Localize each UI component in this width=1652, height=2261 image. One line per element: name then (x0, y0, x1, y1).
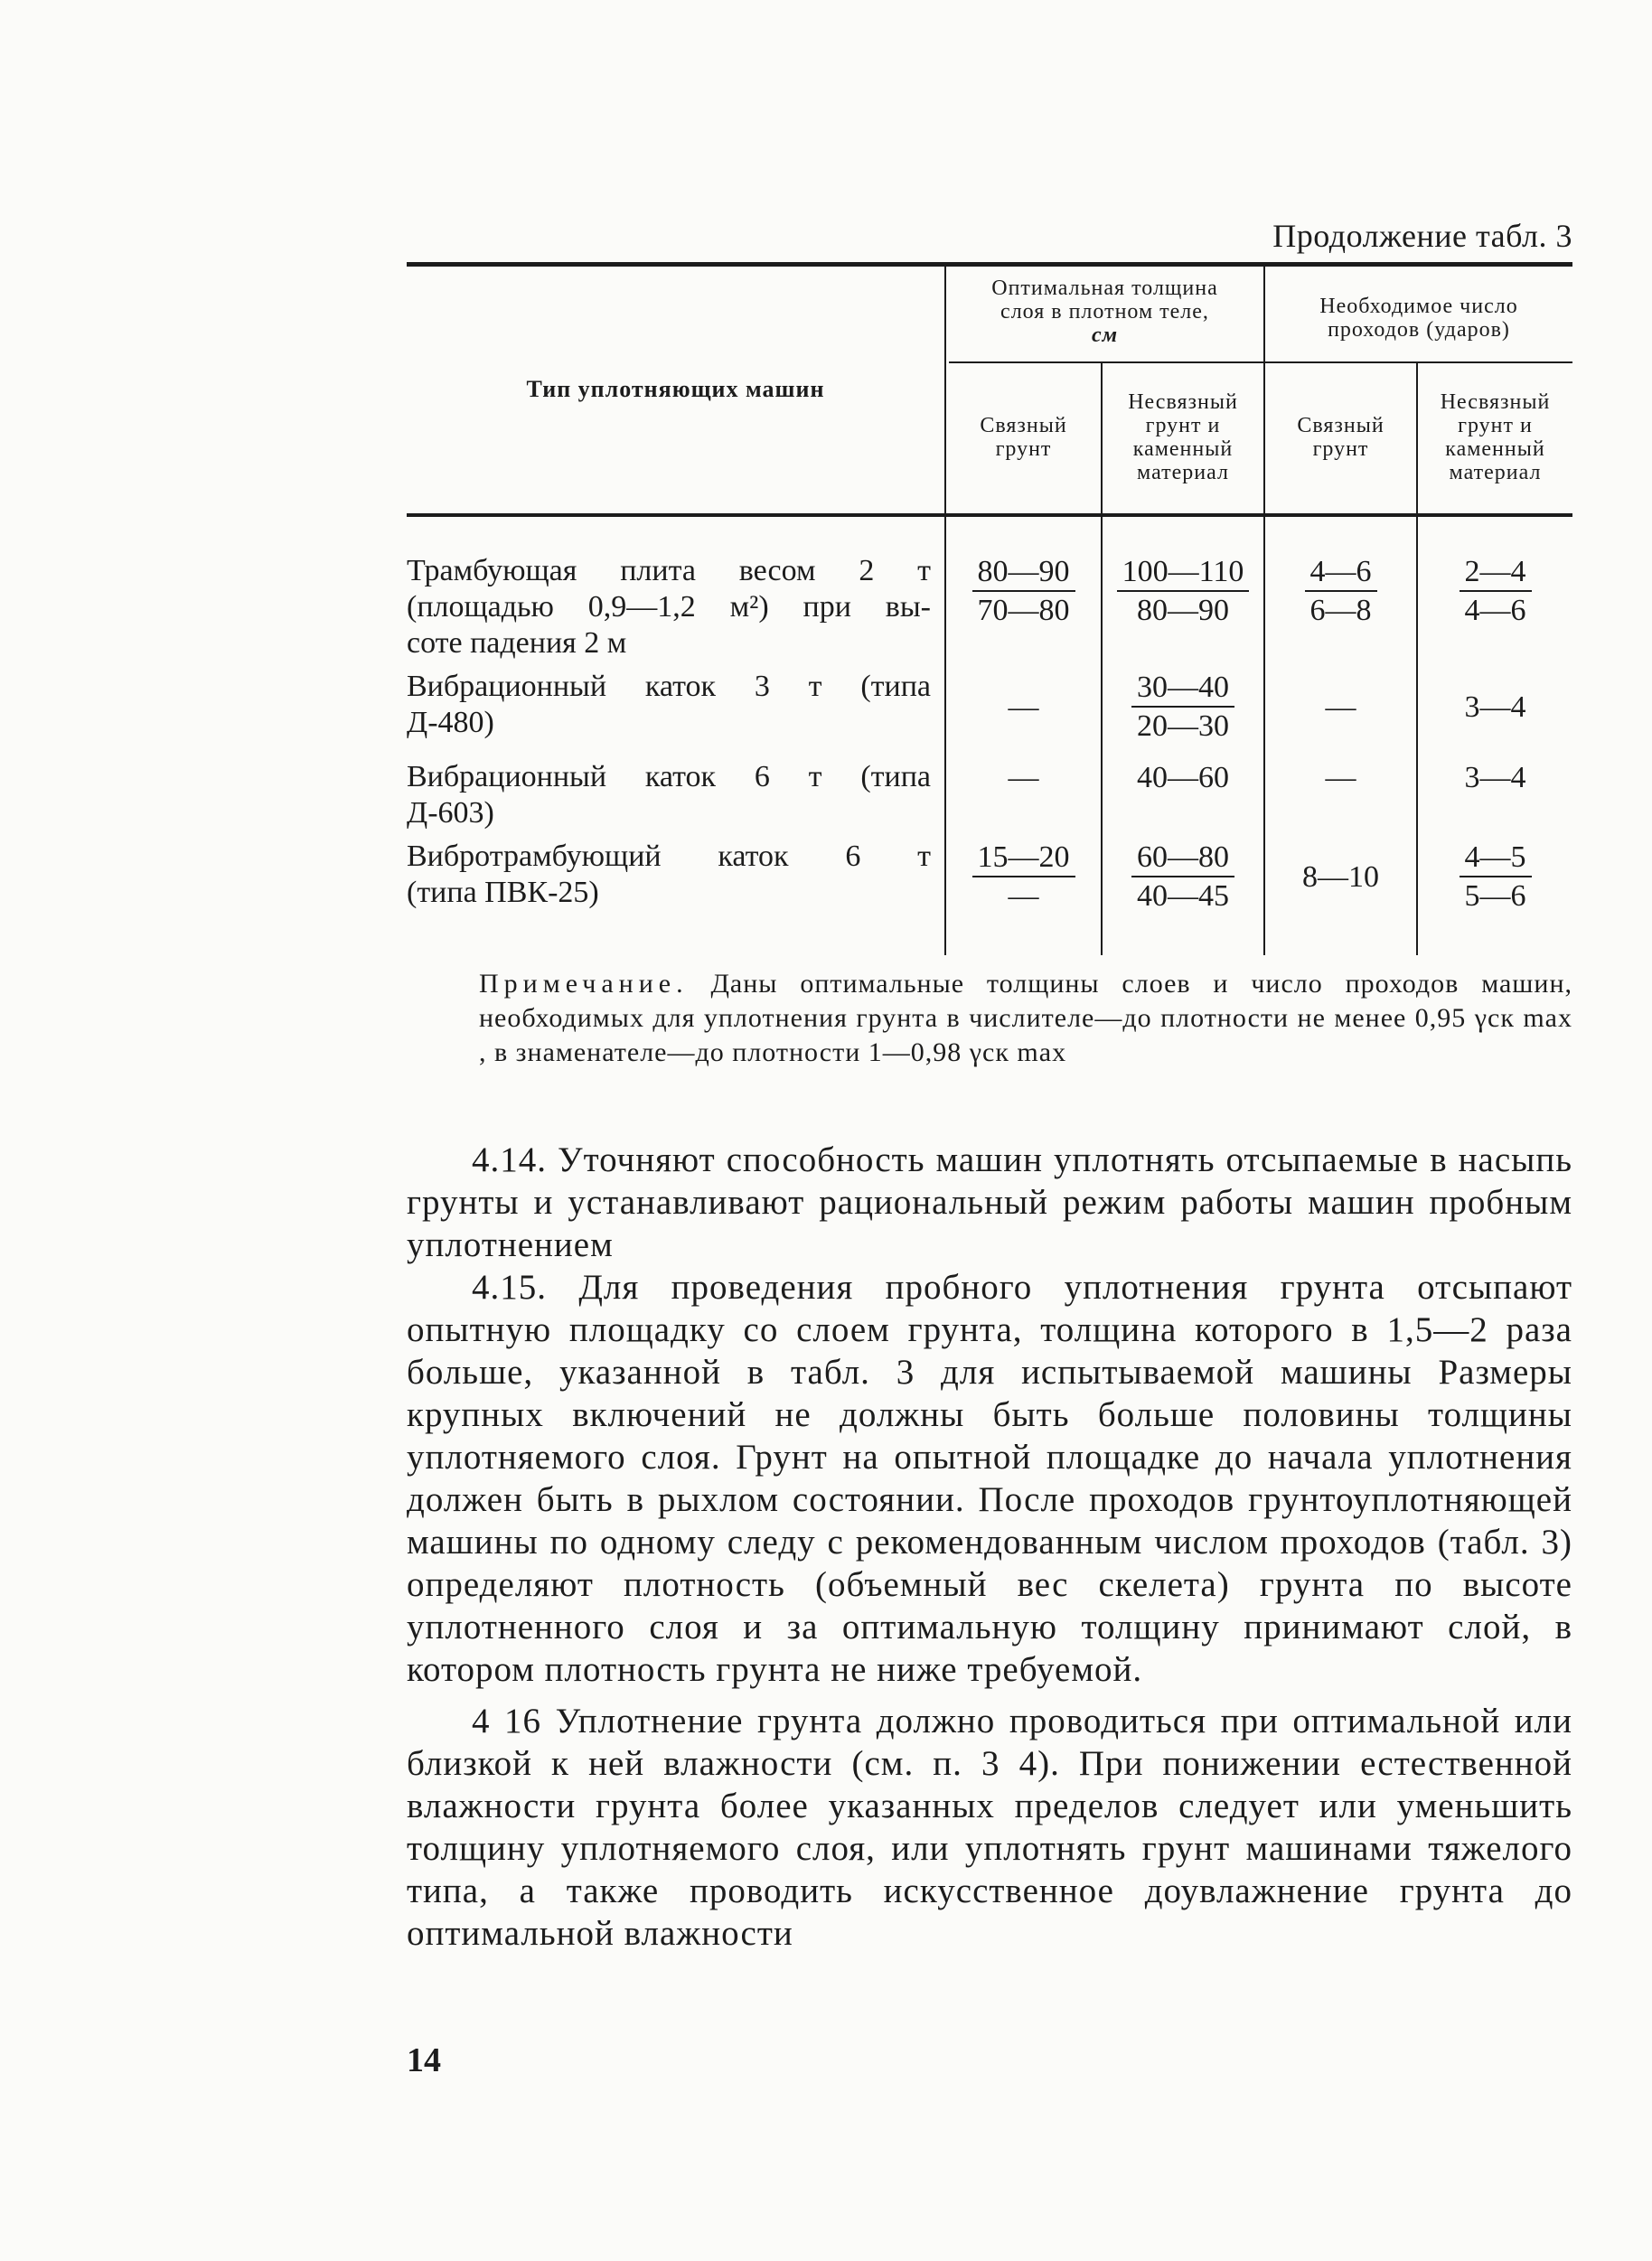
header-machine-type: Тип уплотняющих машин (526, 376, 825, 402)
table-cell: $\frac{4—5}{5—6}$ (1418, 839, 1572, 915)
note-text: Даны оптимальные толщины слоев и число проходов машин, необходимых для уплотнения грунта в числителе—до плотности не менее 0,95 γск max , в знаменателе—до плотности 1—0,98 γск max (479, 969, 1572, 1067)
paragraph: 4 16 Уплотнение грунта должно проводиться при оптимальной или близкой к ней влажности (см. п. 3 4). При понижении естественной влажности грунта более указанных пределов следует или уменьшить толщину уплотняемого слоя, или уплотнять грунт машинами тяжелого типа, а также проводить искусственное доувлажнение грунта до оптимальной влажности (407, 1702, 1572, 1953)
table-cell: 8—10 (1302, 860, 1379, 894)
table-continuation-label: Продолжение табл. 3 (1272, 218, 1572, 254)
table-cell: $\frac{100—110}{80—90}$ (1103, 553, 1263, 630)
table-cell: — (1325, 690, 1356, 724)
table-cell: $\frac{80—90}{70—80}$ (946, 553, 1101, 630)
table-row-label: Вибротрамбующий каток 6 т (типа ПВК-25) (407, 840, 931, 909)
table-row-label: Вибрационный каток 3 т (типа Д-480) (407, 670, 931, 739)
header-group-thickness: Оптимальная толщина слоя в плотном теле, см (991, 277, 1218, 347)
table-cell: $\frac{2—4}{4—6}$ (1418, 553, 1572, 630)
header-group-passes: Необходимое число проходов (ударов) (1319, 295, 1518, 342)
table-cell: — (1008, 761, 1039, 794)
note-lead: Примечание. (479, 969, 689, 999)
table-cell: 3—4 (1464, 761, 1526, 794)
table-row-label: Трамбующая плита весом 2 т (площадью 0,9—1,2 м²) при вы- соте падения 2 м (407, 554, 931, 660)
body-text (407, 1139, 1572, 1955)
table-cell: 3—4 (1464, 690, 1526, 724)
table-cell: — (1008, 690, 1039, 724)
table-cell: 15—20 — (946, 839, 1101, 915)
paragraph: 4.14. Уточняют способность машин уплотнять отсыпаемые в насыпь грунты и устанавливают рациональный режим работы машин пробным уплотнением (407, 1140, 1572, 1264)
table-cell: 40—60 (1137, 761, 1229, 794)
header-group-rule (949, 361, 1572, 363)
header-cohesive-passes: Связный грунт (1297, 414, 1384, 461)
table-cell: — (1325, 761, 1356, 794)
header-noncohesive-thickness: Несвязный грунт и каменный материал (1128, 390, 1238, 484)
page-number: 14 (407, 2041, 441, 2079)
header-cohesive-thickness: Связный грунт (980, 414, 1067, 461)
header-bottom-rule (407, 513, 1572, 517)
table-cell: $\frac{60—80}{40—45}$ (1103, 839, 1263, 915)
paragraph: 4.15. Для проведения пробного уплотнения грунта отсыпают опытную площадку со слоем грунта, толщина которого в 1,5—2 раза больше, указанной в табл. 3 для испытываемой машины Размеры крупных включений не должны быть больше половины толщины уплотняемого слоя. Грунт на опытной площадке до начала уплотнения должен быть в рыхлом состоянии. После проходов грунтоуплотняющей машины по одному следу с рекомендованным числом проходов (табл. 3) определяют плотность (объемный вес скелета) грунта по высоте уплотненного слоя и за оптимальную толщину принимают слой, в котором плотность грунта не ниже требуемой. (407, 1268, 1572, 1689)
table-note (479, 967, 1572, 1070)
table-row-label: Вибрационный каток 6 т (типа Д-603) (407, 760, 931, 830)
table-cell: $\frac{30—40}{20—30}$ (1103, 669, 1263, 746)
table-cell: $\frac{4—6}{6—8}$ (1265, 553, 1416, 630)
table-top-rule (407, 262, 1572, 267)
header-noncohesive-passes: Несвязный грунт и каменный материал (1440, 390, 1551, 484)
